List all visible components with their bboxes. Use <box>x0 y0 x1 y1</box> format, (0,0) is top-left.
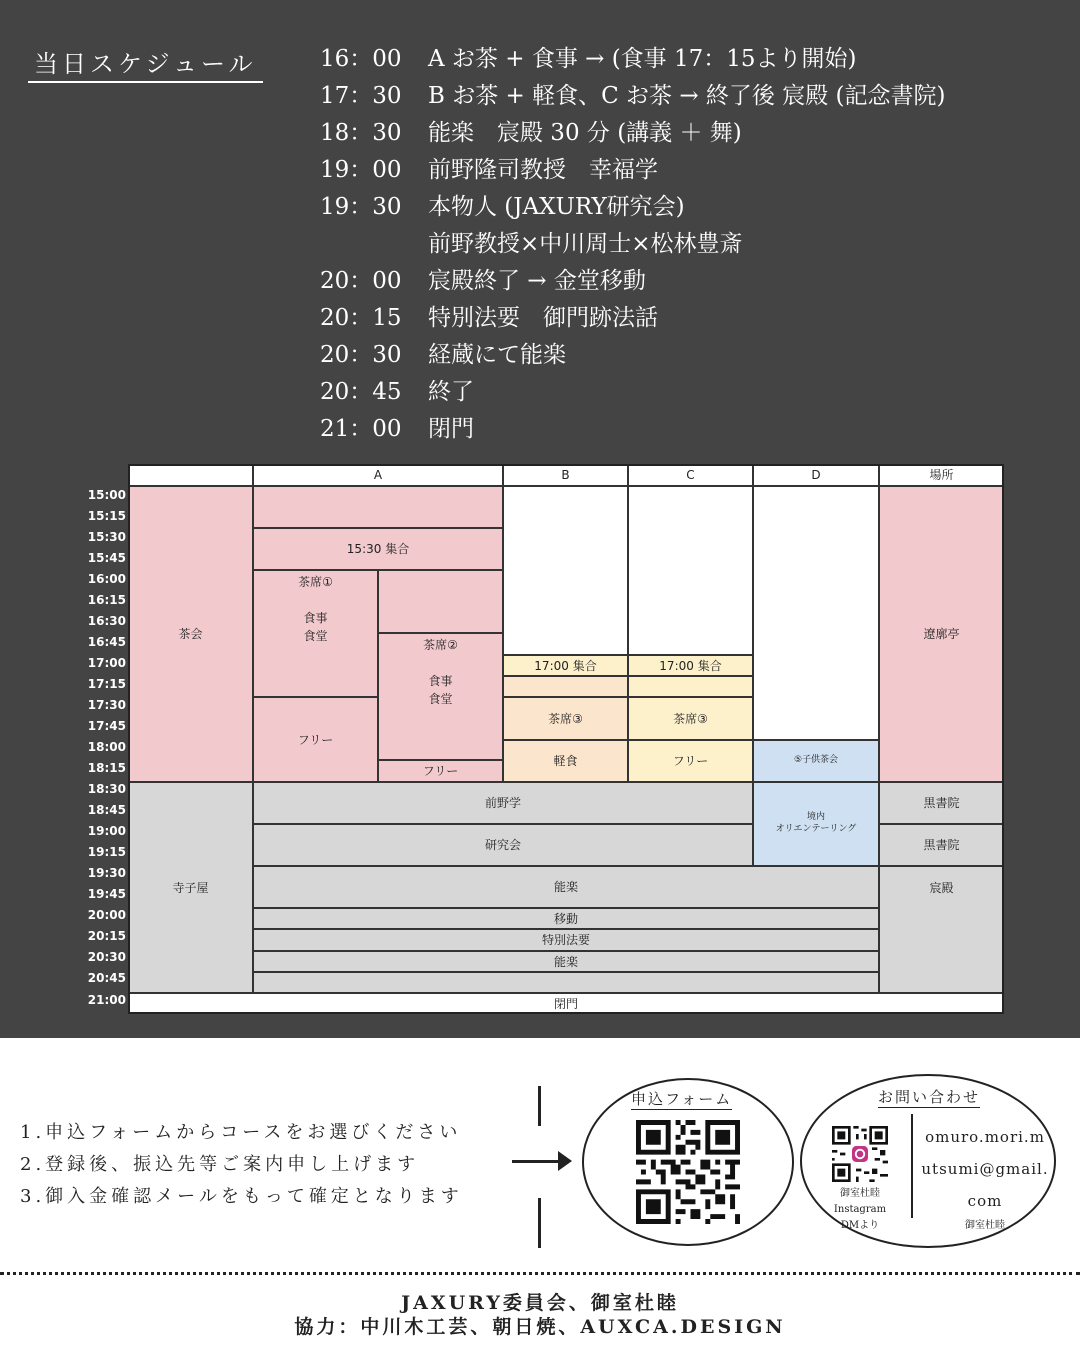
schedule-desc: 閉門 <box>428 416 474 442</box>
schedule-desc: 前野隆司教授 幸福学 <box>428 157 658 183</box>
time-label: 20:00 <box>87 908 126 922</box>
schedule-desc: B お茶 + 軽食、C お茶 → 終了後 宸殿 (記念書院) <box>428 83 946 109</box>
arrow-icon <box>512 1160 562 1163</box>
time-label: 16:00 <box>87 572 126 586</box>
time-label: 18:15 <box>87 761 126 775</box>
place-kuroshoin-1: 黒書院 <box>879 782 1004 824</box>
time-label: 15:15 <box>87 509 126 523</box>
time-label: 17:15 <box>87 677 126 691</box>
instagram-qr-icon[interactable] <box>832 1126 888 1182</box>
tea-party-block: 茶会 <box>128 486 253 782</box>
b-blank-cell-2 <box>503 676 628 697</box>
time-label: 16:45 <box>87 635 126 649</box>
c-tea-seat-3: 茶席③ <box>628 697 753 740</box>
d-kids-tea: ⑤子供茶会 <box>753 740 879 782</box>
c-gather-cell: 17:00 集合 <box>628 655 753 676</box>
contact-title: お問い合わせ <box>878 1088 981 1106</box>
form-qr-icon[interactable] <box>636 1120 740 1224</box>
b-light-meal: 軽食 <box>503 740 628 782</box>
schedule-time: 20：30 <box>320 342 402 368</box>
time-label: 18:30 <box>87 782 126 796</box>
dotted-divider <box>0 1272 1080 1275</box>
d-orienteering: 境内 オリエンテーリング <box>753 782 879 866</box>
move-cell: 移動 <box>253 908 879 929</box>
b-gather-cell: 17:00 集合 <box>503 655 628 676</box>
step-3: 3.御入金確認メールをもって確定となります <box>20 1186 463 1207</box>
schedule-time: 19：30 <box>320 194 402 220</box>
time-label: 18:45 <box>87 803 126 817</box>
special-service: 特別法要 <box>253 929 879 951</box>
header-cell-place: 場所 <box>879 464 1004 486</box>
footer-cooperation: 協力：中川木工芸、朝日焼、AUXCA.DESIGN <box>294 1316 786 1338</box>
schedule-title: 当日スケジュール <box>28 44 263 83</box>
footer-organizer: JAXURY委員会、御室杜睦 <box>401 1292 679 1314</box>
time-label: 20:45 <box>87 971 126 985</box>
noh-performance-2: 能楽 <box>253 951 879 972</box>
schedule-time: 19：00 <box>320 157 402 183</box>
time-label: 17:00 <box>87 656 126 670</box>
schedule-time: 20：00 <box>320 268 402 294</box>
header-cell-d: D <box>753 464 879 486</box>
b-tea-seat-3: 茶席③ <box>503 697 628 740</box>
terakoya-block: 寺子屋 <box>128 782 253 993</box>
contact-divider <box>911 1114 913 1218</box>
c-blank-cell <box>628 486 753 655</box>
time-label: 15:45 <box>87 551 126 565</box>
email-line-1[interactable]: omuro.mori.m <box>925 1128 1045 1146</box>
a-tea-seat-2: 茶席② 食事 食堂 <box>378 633 503 760</box>
step-2: 2.登録後、振込先等ご案内申し上げます <box>20 1154 420 1175</box>
time-label: 19:30 <box>87 866 126 880</box>
end-cell <box>253 972 879 993</box>
form-oval <box>582 1078 794 1246</box>
header-cell-b: B <box>503 464 628 486</box>
arrow-head-icon <box>558 1151 572 1171</box>
schedule-desc: 宸殿終了 → 金堂移動 <box>428 268 646 294</box>
a-tea-seat-1: 茶席① 食事 食堂 <box>253 570 378 697</box>
a-free-cell-2: フリー <box>378 760 503 782</box>
place-ryokakutei: 遼廓亭 <box>879 486 1004 782</box>
schedule-time: 20：45 <box>320 379 402 405</box>
place-kuroshoin-2: 黒書院 <box>879 824 1004 866</box>
time-label: 17:45 <box>87 719 126 733</box>
a-blank-cell <box>253 486 503 528</box>
noh-performance: 能楽 <box>253 866 879 908</box>
email-caption: 御室杜睦 <box>965 1220 1005 1231</box>
b-blank-cell <box>503 486 628 655</box>
schedule-desc: 本物人 (JAXURY研究会) <box>428 194 685 220</box>
schedule-desc: 特別法要 御門跡法話 <box>428 305 658 331</box>
time-label: 15:00 <box>87 488 126 502</box>
header-cell-c: C <box>628 464 753 486</box>
schedule-desc: 能楽 宸殿 30 分 (講義 ＋ 舞) <box>428 120 742 146</box>
schedule-time: 16：00 <box>320 46 402 72</box>
time-label: 16:30 <box>87 614 126 628</box>
time-label: 19:00 <box>87 824 126 838</box>
c-blank-cell-2 <box>628 676 753 697</box>
instagram-caption: 御室杜睦 Instagram DMより <box>833 1188 887 1231</box>
step-1: 1.申込フォームからコースをお選びください <box>20 1122 462 1143</box>
form-title: 申込フォーム <box>631 1090 733 1108</box>
time-label: 21:00 <box>87 993 126 1007</box>
schedule-time: 20：15 <box>320 305 402 331</box>
email-line-2[interactable]: utsumi@gmail. <box>921 1160 1049 1178</box>
time-label: 20:15 <box>87 929 126 943</box>
header-cell <box>128 464 253 486</box>
time-label: 16:15 <box>87 593 126 607</box>
email-line-3[interactable]: com <box>967 1192 1003 1210</box>
time-label: 19:15 <box>87 845 126 859</box>
divider-bottom <box>538 1198 541 1248</box>
schedule-time: 21：00 <box>320 416 402 442</box>
timetable <box>128 464 1004 1014</box>
divider-top <box>538 1086 541 1126</box>
d-blank-cell <box>753 486 879 740</box>
c-free-cell: フリー <box>628 740 753 782</box>
schedule-time: 17：30 <box>320 83 402 109</box>
a-free-cell-1: フリー <box>253 697 378 782</box>
research-session: 研究会 <box>253 824 753 866</box>
a-gather-cell: 15:30 集合 <box>253 528 503 570</box>
schedule-desc: A お茶 + 食事 → (食事 17：15より開始) <box>428 46 857 72</box>
schedule-desc: 前野教授×中川周士×松林豊斎 <box>428 231 743 257</box>
time-label: 15:30 <box>87 530 126 544</box>
schedule-time: 18：30 <box>320 120 402 146</box>
gate-close-row: 閉門 <box>128 993 1004 1014</box>
place-shinden: 宸殿 <box>879 866 1004 993</box>
time-label: 17:30 <box>87 698 126 712</box>
time-label: 18:00 <box>87 740 126 754</box>
schedule-desc: 経蔵にて能楽 <box>428 342 566 368</box>
header-cell-a: A <box>253 464 503 486</box>
maeno-lecture: 前野学 <box>253 782 753 824</box>
schedule-desc: 終了 <box>428 379 474 405</box>
contact-oval <box>800 1074 1056 1248</box>
time-label: 20:30 <box>87 950 126 964</box>
a-blank-cell-2 <box>378 570 503 633</box>
time-label: 19:45 <box>87 887 126 901</box>
